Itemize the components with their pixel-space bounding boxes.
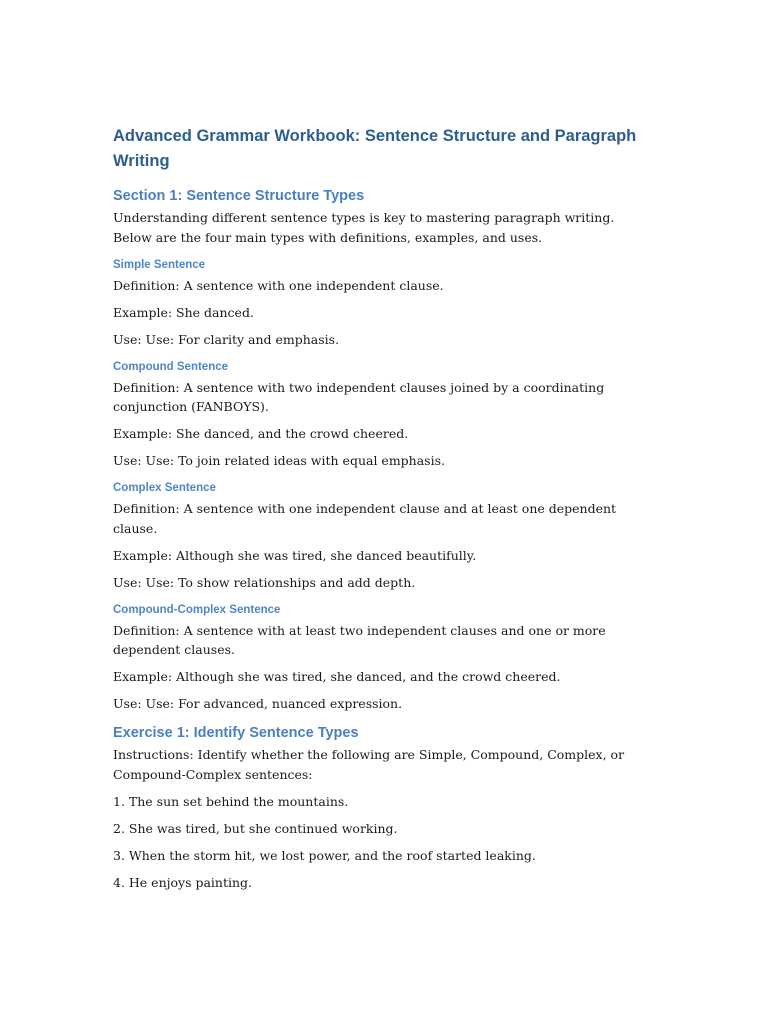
type-heading-compound-complex: Compound-Complex Sentence — [113, 603, 281, 616]
exercise-item: 1. The sun set behind the mountains. — [113, 793, 349, 809]
type-use-simple: Use: Use: For clarity and emphasis. — [113, 331, 340, 347]
type-use-complex: Use: Use: To show relationships and add depth. — [113, 574, 416, 590]
type-definition-compound: Definition: A sentence with two independent clauses joined by a coordinating conjunction (FANBOYS). — [113, 379, 605, 414]
section-1-heading: Section 1: Sentence Structure Types — [113, 188, 365, 204]
type-heading-compound: Compound Sentence — [113, 360, 229, 373]
type-definition-simple: Definition: A sentence with one independent clause. — [113, 277, 444, 293]
type-heading-simple: Simple Sentence — [113, 258, 206, 271]
type-example-compound: Example: She danced, and the crowd cheered. — [113, 426, 409, 441]
type-definition-compound-complex: Definition: A sentence with at least two independent clauses and one or more dependent clauses. — [113, 622, 606, 657]
exercise-item: 4. He enjoys painting. — [113, 874, 253, 890]
document-page — [113, 124, 653, 900]
type-heading-complex: Complex Sentence — [113, 482, 216, 494]
type-use-compound: Use: Use: To join related ideas with equal emphasis. — [113, 453, 445, 468]
type-definition-complex: Definition: A sentence with one independent clause and at least one dependent clause. — [113, 501, 617, 536]
type-example-simple: Example: She danced. — [113, 304, 254, 320]
section-1-intro: Understanding different sentence types is key to mastering paragraph writing. Below are the four main types with definitions, examples, and uses. — [113, 210, 615, 245]
exercise-1-heading: Exercise 1: Identify Sentence Types — [113, 725, 359, 741]
type-example-compound-complex: Example: Although she was tired, she danced, and the crowd cheered. — [113, 669, 561, 684]
type-use-compound-complex: Use: Use: For advanced, nuanced expression. — [113, 696, 403, 711]
exercise-item: 3. When the storm hit, we lost power, and the roof started leaking. — [113, 847, 536, 863]
exercise-item: 2. She was tired, but she continued working. — [113, 820, 398, 836]
type-example-complex: Example: Although she was tired, she danced beautifully. — [113, 547, 477, 563]
document-title: Advanced Grammar Workbook: Sentence Structure and Paragraph Writing — [113, 127, 637, 170]
exercise-1-instructions: Instructions: Identify whether the following are Simple, Compound, Complex, or Compound-Complex sentences: — [113, 747, 625, 782]
